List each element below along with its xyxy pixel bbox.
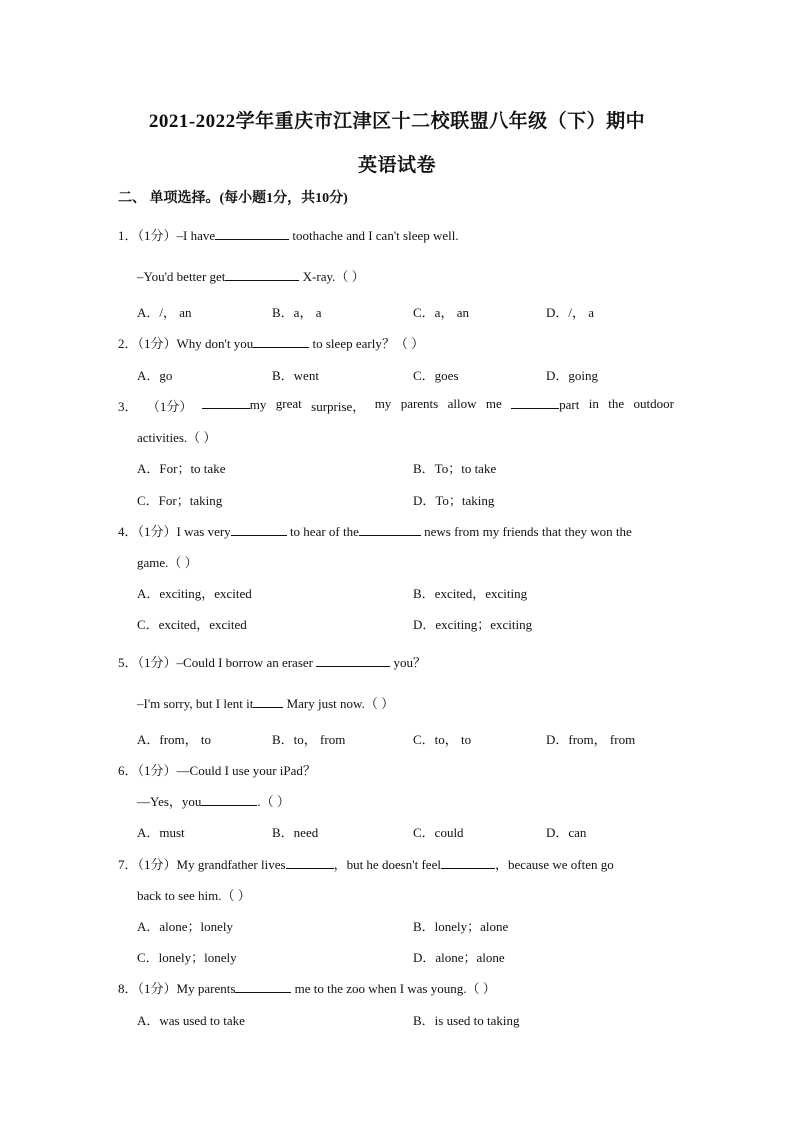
question-number: 1．	[118, 228, 138, 243]
question-5-line2: –I'm sorry, but I lent it Mary just now.（ ）	[137, 696, 395, 711]
question-6-option-d[interactable]: D．can	[546, 825, 587, 840]
question-3-option-d[interactable]: D．To；taking	[413, 493, 495, 508]
question-number: 8．	[118, 981, 138, 996]
question-score: （1分）	[137, 981, 177, 996]
question-4-option-c[interactable]: C．excited，excited	[137, 617, 247, 632]
question-7-option-c[interactable]: C．lonely；lonely	[137, 950, 237, 965]
question-3-option-a[interactable]: A．For；to take	[137, 461, 226, 476]
question-8-line1: 8．（1分）My parents me to the zoo when I was young.（ ）	[118, 981, 496, 996]
question-5-line1: 5．（1分）–Could I borrow an eraser you？	[118, 655, 427, 670]
question-6-option-a[interactable]: A．must	[137, 825, 185, 840]
answer-blank	[441, 856, 495, 869]
question-4-line2: game.（ ）	[137, 555, 198, 570]
question-2-option-a[interactable]: A．go	[137, 368, 173, 383]
question-number: 4．	[118, 524, 138, 539]
question-3-option-b[interactable]: B．To；to take	[413, 461, 497, 476]
question-number: 3．	[118, 399, 138, 414]
question-5-option-c[interactable]: C．to， to	[413, 732, 472, 747]
question-2-option-d[interactable]: D．going	[546, 368, 599, 383]
answer-blank	[359, 523, 421, 536]
answer-blank	[215, 227, 289, 240]
question-score: （1分）	[137, 857, 177, 872]
question-score: （1分）	[137, 763, 177, 778]
question-7-line2: back to see him.（ ）	[137, 888, 251, 903]
question-4-line1: 4．（1分）I was very to hear of the news from my friends that they won the	[118, 524, 632, 539]
question-8-option-a[interactable]: A．was used to take	[137, 1013, 245, 1028]
answer-blank	[286, 856, 334, 869]
question-number: 5．	[118, 655, 138, 670]
question-7-option-d[interactable]: D．alone；alone	[413, 950, 505, 965]
question-1-line1: 1．（1分）–I have toothache and I can't sleep well.	[118, 228, 459, 243]
answer-blank	[231, 523, 287, 536]
question-3-line1: 3． （1分） my great surprise， my parents allow me part in the outdoor	[118, 396, 674, 414]
exam-title-line1: 2021-2022学年重庆市江津区十二校联盟八年级（下）期中	[148, 111, 646, 132]
question-5-option-b[interactable]: B．to， from	[272, 732, 346, 747]
question-6-option-b[interactable]: B．need	[272, 825, 319, 840]
question-6-option-c[interactable]: C．could	[413, 825, 464, 840]
answer-blank	[253, 695, 283, 708]
question-score: （1分）	[146, 399, 193, 414]
question-4-option-d[interactable]: D．exciting；exciting	[413, 617, 533, 632]
question-1-option-b[interactable]: B．a， a	[272, 305, 322, 320]
question-5-option-a[interactable]: A．from， to	[137, 732, 212, 747]
question-1-line2: –You'd better get X-ray.（ ）	[137, 269, 365, 284]
question-number: 6．	[118, 763, 138, 778]
exam-title-line2: 英语试卷	[357, 155, 436, 176]
question-2-option-c[interactable]: C．goes	[413, 368, 459, 383]
answer-blank	[201, 793, 257, 806]
question-score: （1分）	[137, 524, 177, 539]
question-score: （1分）	[137, 336, 177, 351]
question-3-option-c[interactable]: C．For；taking	[137, 493, 223, 508]
question-3-line2: activities.（ ）	[137, 430, 217, 445]
question-score: （1分）	[137, 655, 177, 670]
question-6-line2: —Yes，you .（ ）	[137, 794, 290, 809]
question-number: 7．	[118, 857, 138, 872]
question-7-option-b[interactable]: B．lonely；alone	[413, 919, 509, 934]
answer-blank	[235, 980, 291, 993]
answer-blank	[253, 335, 309, 348]
question-7-line1: 7．（1分）My grandfather lives ，but he doesn't feel ，because we often go	[118, 857, 614, 872]
question-4-option-b[interactable]: B．excited，exciting	[413, 586, 528, 601]
question-6-line1: 6．（1分）—Could I use your iPad？	[118, 763, 316, 778]
answer-blank	[202, 396, 250, 409]
question-7-option-a[interactable]: A．alone；lonely	[137, 919, 234, 934]
question-1-option-c[interactable]: C．a， an	[413, 305, 469, 320]
question-8-option-b[interactable]: B．is used to taking	[413, 1013, 520, 1028]
answer-blank	[316, 654, 390, 667]
question-5-option-d[interactable]: D．from， from	[546, 732, 636, 747]
question-4-option-a[interactable]: A．exciting，excited	[137, 586, 252, 601]
answer-blank	[511, 396, 559, 409]
question-number: 2．	[118, 336, 138, 351]
question-2-option-b[interactable]: B．went	[272, 368, 319, 383]
question-score: （1分）	[137, 228, 177, 243]
section-heading: 二、 单项选择。(每小题1分，共10分)	[118, 191, 348, 206]
question-1-option-d[interactable]: D．/， a	[546, 305, 595, 320]
question-1-option-a[interactable]: A．/， an	[137, 305, 192, 320]
question-2-line1: 2．（1分）Why don't you to sleep early？（ ）	[118, 336, 425, 351]
answer-blank	[225, 268, 299, 281]
